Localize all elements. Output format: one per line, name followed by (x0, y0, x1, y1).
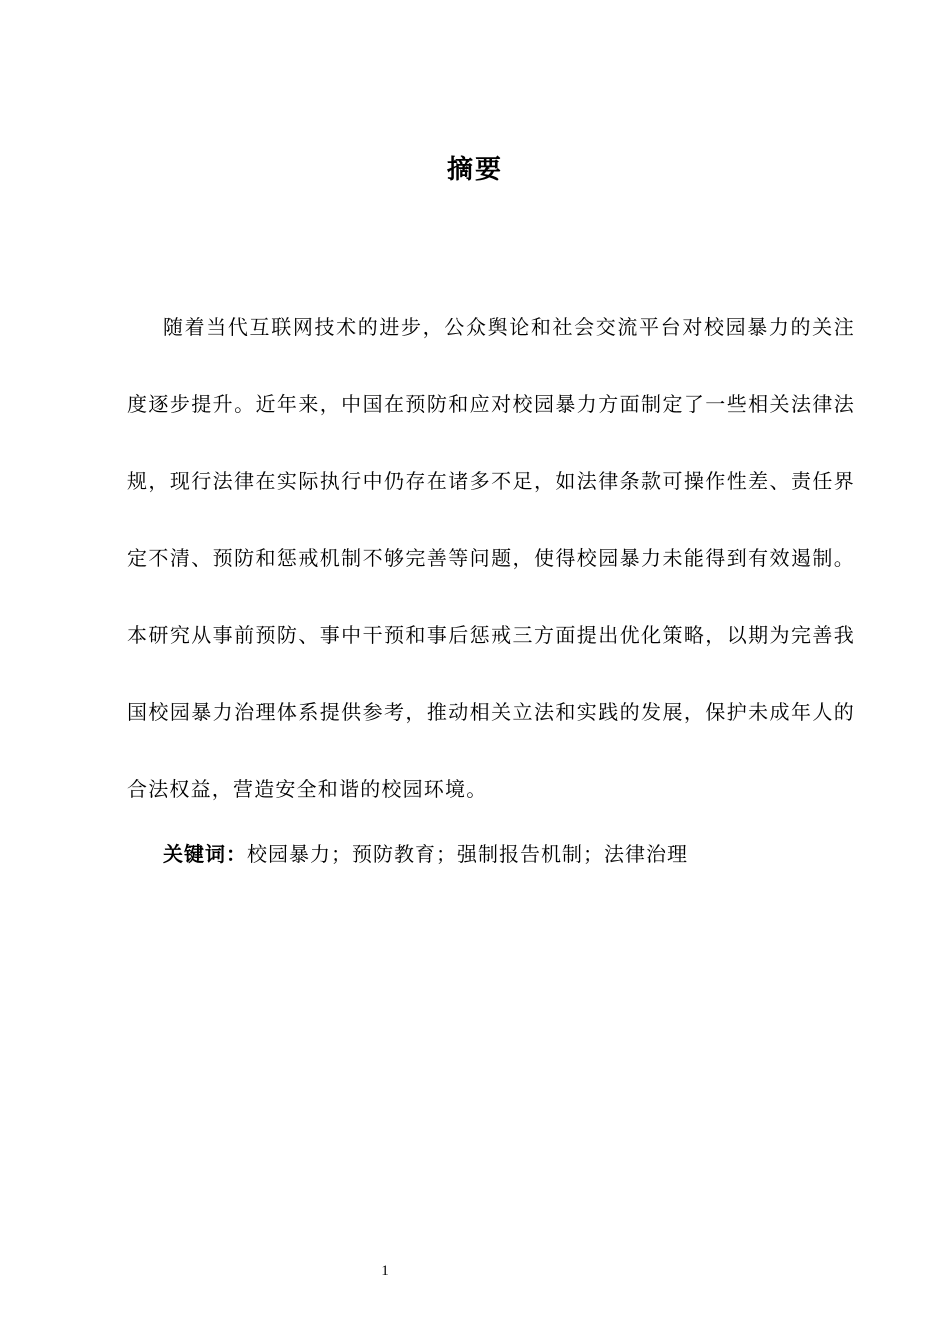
page-number: 1 (381, 1263, 389, 1279)
abstract-paragraph: 随着当代互联网技术的进步，公众舆论和社会交流平台对校园暴力的关注度逐步提升。近年来，中国在预防和应对校园暴力方面制定了一些相关法律法规，现行法律在实际执行中仍存在诸多不足，如法律条款可操作性差、责任界定不清、预防和惩戒机制不够完善等问题，使得校园暴力未能得到有效遏制。本研究从事前预防、事中干预和事后惩戒三方面提出优化策略，以期为完善我国校园暴力治理体系提供参考，推动相关立法和实践的发展，保护未成年人的合法权益，营造安全和谐的校园环境。 (127, 315, 855, 801)
page-title: 摘要 (446, 155, 503, 185)
keywords-label: 关键词： (163, 842, 247, 866)
keywords-list: 校园暴力；预防教育；强制报告机制；法律治理 (247, 842, 688, 866)
keywords-line (163, 838, 853, 870)
